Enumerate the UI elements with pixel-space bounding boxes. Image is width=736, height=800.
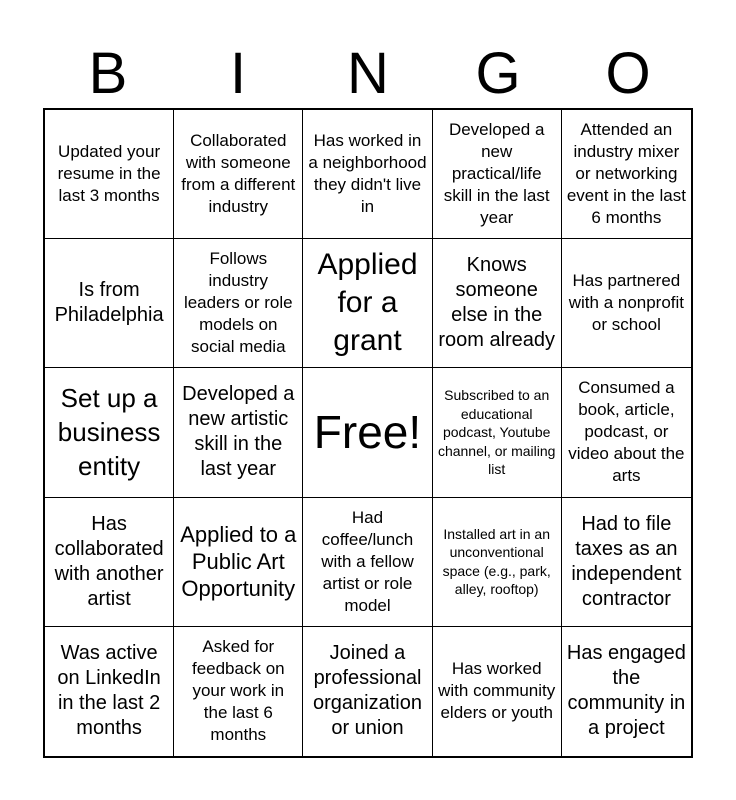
header-letter-g: G <box>475 41 521 106</box>
header-letter-o: O <box>605 41 651 106</box>
bingo-cell[interactable]: Set up a business entity <box>45 368 174 497</box>
bingo-cell[interactable]: Has engaged the community in a project <box>566 642 686 740</box>
bingo-cell[interactable]: Consumed a book, article, podcast, or video about the arts <box>562 368 691 497</box>
bingo-cell[interactable]: Installed art in an unconventional space (e.g., park, alley, rooftop) <box>433 498 562 627</box>
bingo-cell[interactable]: Applied to a Public Art Opportunity <box>174 498 303 627</box>
bingo-cell[interactable]: Has collaborated with another artist <box>45 498 174 627</box>
bingo-board <box>43 108 693 758</box>
bingo-cell[interactable]: Attended an industry mixer or networking event in the last 6 months <box>562 110 691 239</box>
bingo-cell[interactable]: Knows someone else in the room already <box>433 239 562 368</box>
bingo-cell[interactable]: Follows industry leaders or role models on social media <box>174 239 303 368</box>
bingo-cell[interactable]: Is from Philadelphia <box>45 239 174 368</box>
header-letter-n: N <box>347 41 389 106</box>
bingo-cell[interactable]: Has partnered with a nonprofit or school <box>562 239 691 368</box>
bingo-cell[interactable]: Subscribed to an educational podcast, Youtube channel, or mailing list <box>433 368 562 497</box>
bingo-cell[interactable]: Applied for a grant <box>303 239 432 368</box>
bingo-cell[interactable]: Has worked in a neighborhood they didn't live in <box>303 110 432 239</box>
bingo-cell[interactable]: Has worked with community elders or youth <box>433 627 562 756</box>
bingo-cell[interactable]: Updated your resume in the last 3 months <box>45 110 174 239</box>
bingo-cell[interactable]: Joined a professional organization or union <box>303 627 432 756</box>
bingo-cell[interactable]: Asked for feedback on your work in the last 6 months <box>174 627 303 756</box>
header-letter-b: B <box>88 41 128 106</box>
bingo-cell[interactable]: Had to file taxes as an independent contractor <box>562 498 691 627</box>
bingo-cell[interactable]: Had coffee/lunch with a fellow artist or role model <box>303 498 432 627</box>
bingo-cell[interactable]: Was active on LinkedIn in the last 2 months <box>45 627 174 756</box>
free-space[interactable]: Free! <box>303 368 432 497</box>
bingo-cell[interactable]: Developed a new practical/life skill in the last year <box>433 110 562 239</box>
bingo-header <box>43 40 693 108</box>
bingo-cell[interactable]: Collaborated with someone from a different industry <box>174 110 303 239</box>
bingo-cell[interactable]: Developed a new artistic skill in the last year <box>174 368 303 497</box>
header-letter-i: I <box>229 41 247 106</box>
